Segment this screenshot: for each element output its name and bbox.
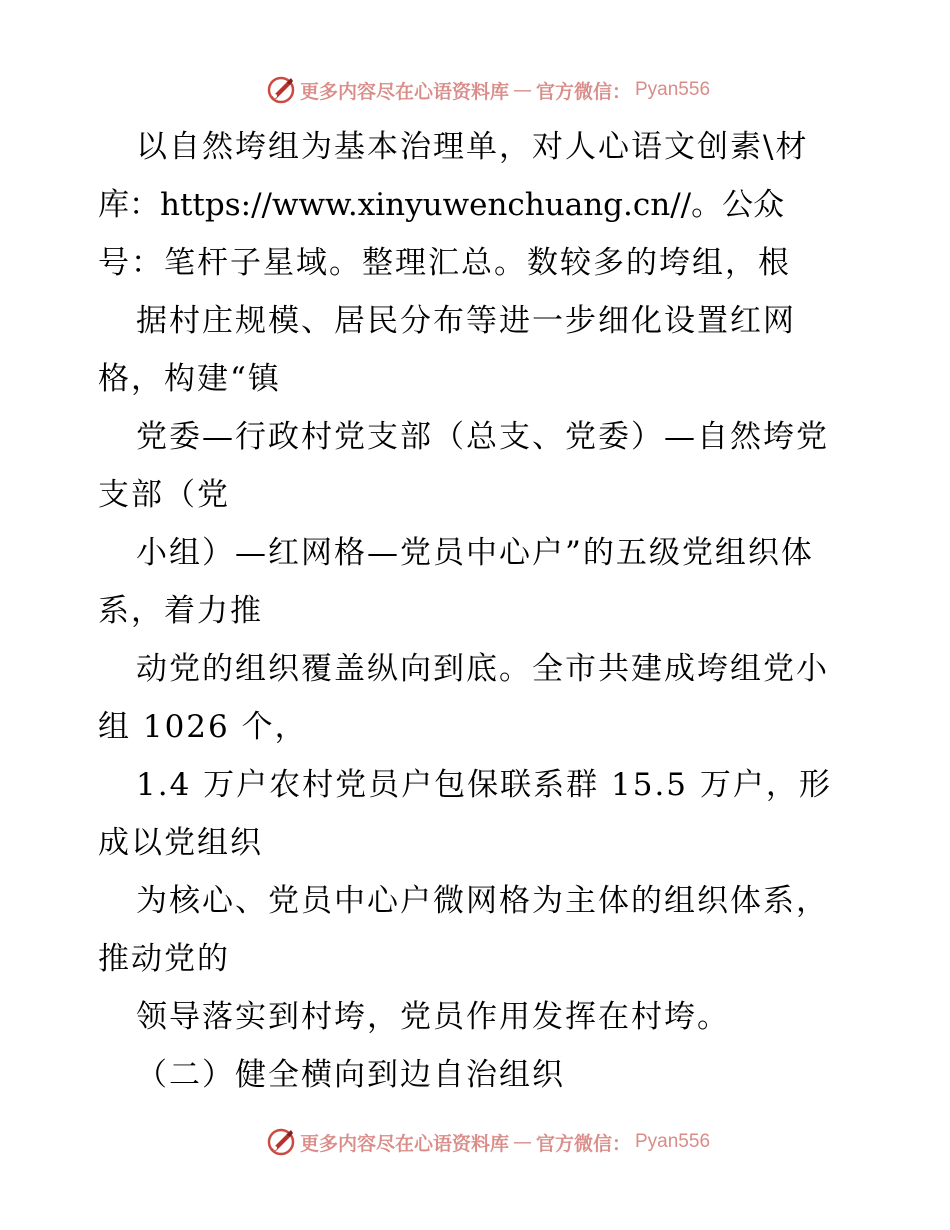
text-line: 动党的组织覆盖纵向到底。全市共建成垮组党小 [136, 651, 829, 687]
footer-watermark-group [266, 1127, 710, 1157]
header-watermark-group [266, 75, 710, 105]
text-line: 1.4 万户农村党员户包保联系群 15.5 万户，形 [136, 767, 832, 803]
text-line: 为核心、党员中心户微网格为主体的组织体系， [136, 883, 829, 919]
watermark-wechat-id: Pyan556 [635, 79, 711, 100]
text-line: 系，着力推 [98, 593, 263, 629]
text-line: 据村庄规模、居民分布等进一步细化设置红网 [136, 303, 796, 339]
text-line: 推动党的 [98, 941, 230, 977]
text-line: 以自然垮组为基本治理单，对人心语文创素\材 [136, 129, 809, 165]
footer-watermark [0, 1124, 950, 1160]
text-line: 小组）—红网格—党员中心户”的五级党组织体 [136, 535, 814, 571]
text-line: 组 1026 个， [98, 709, 308, 745]
text-line: 领导落实到村垮，党员作用发挥在村垮。 [136, 999, 730, 1035]
text-line: 库：https://www.xinyuwenchuang.cn//。公众 [98, 187, 785, 223]
watermark-site-text: 更多内容尽在心语资料库 [299, 80, 509, 103]
watermark-label: 官方微信： [535, 1132, 631, 1155]
watermark-wechat-id: Pyan556 [635, 1131, 711, 1152]
header-watermark [0, 72, 950, 108]
watermark-separator: — [512, 1131, 532, 1153]
pen-logo-icon [266, 1127, 296, 1157]
text-line: 号：笔杆子星域。整理汇总。数较多的垮组，根 [98, 245, 791, 281]
text-line: 支部（党 [98, 477, 230, 513]
watermark-label: 官方微信： [535, 80, 631, 103]
document-body [98, 118, 858, 1104]
text-line: 成以党组织 [98, 825, 263, 861]
pen-logo-icon [266, 75, 296, 105]
text-line: 党委—行政村党支部（总支、党委）—自然垮党 [136, 419, 829, 455]
watermark-separator: — [512, 79, 532, 101]
watermark-site-text: 更多内容尽在心语资料库 [299, 1132, 509, 1155]
section-heading: （二）健全横向到边自治组织 [136, 1057, 565, 1093]
text-line: 格，构建“镇 [98, 361, 281, 397]
